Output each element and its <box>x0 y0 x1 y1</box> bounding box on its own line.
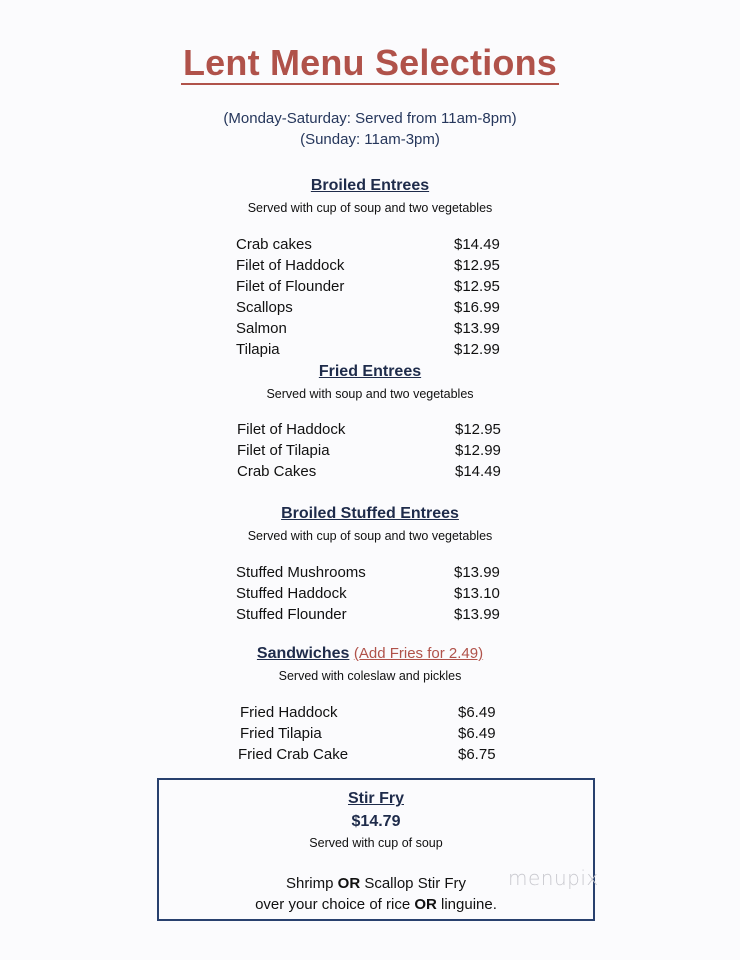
hours-weekday: (Monday-Saturday: Served from 11am-8pm) <box>223 110 517 127</box>
item-name: Fried Haddock <box>240 704 338 721</box>
fried-heading: Fried Entrees <box>318 363 422 380</box>
hours-sunday: (Sunday: 11am-3pm) <box>300 131 440 148</box>
item-name: Stuffed Haddock <box>236 585 347 602</box>
item-price: $6.49 <box>458 725 496 742</box>
menu-item <box>238 744 530 765</box>
item-price: $6.49 <box>458 704 496 721</box>
sandwiches-heading: Sandwiches (Add Fries for 2.49) <box>256 645 484 662</box>
item-price: $13.99 <box>454 320 500 337</box>
item-price: $13.10 <box>454 585 500 602</box>
menu-item <box>236 318 526 339</box>
item-name: Crab cakes <box>236 236 312 253</box>
menu-item <box>237 461 527 482</box>
menu-item <box>240 702 530 723</box>
item-price: $13.99 <box>454 606 500 623</box>
item-name: Fried Crab Cake <box>238 746 349 763</box>
item-price: $6.75 <box>458 746 496 763</box>
item-price: $12.95 <box>454 257 500 274</box>
item-name: Scallops <box>236 299 293 316</box>
menu-item <box>237 440 527 461</box>
menu-item <box>236 276 526 297</box>
stir-fry-box <box>157 778 595 921</box>
item-name: Stuffed Flounder <box>236 606 347 623</box>
menu-item <box>236 562 526 583</box>
item-price: $12.95 <box>455 421 501 438</box>
watermark-logo: menupix <box>508 866 599 890</box>
menu-item <box>240 723 530 744</box>
item-name: Fried Tilapia <box>240 725 322 742</box>
item-price: $12.99 <box>454 341 500 358</box>
stuffed-subtitle: Served with cup of soup and two vegetables <box>247 529 493 543</box>
item-name: Tilapia <box>236 341 280 358</box>
item-name: Filet of Tilapia <box>237 442 330 459</box>
item-name: Filet of Flounder <box>236 278 345 295</box>
broiled-heading: Broiled Entrees <box>310 177 430 194</box>
sandwiches-subtitle: Served with coleslaw and pickles <box>278 669 462 683</box>
menu-item <box>236 339 526 360</box>
stuffed-heading: Broiled Stuffed Entrees <box>281 505 459 522</box>
menu-item <box>236 255 526 276</box>
item-price: $14.49 <box>455 463 501 480</box>
menu-item <box>236 583 526 604</box>
fries-addon: (Add Fries for 2.49) <box>353 645 484 662</box>
item-name: Salmon <box>236 320 287 337</box>
item-name: Filet of Haddock <box>236 257 345 274</box>
stir-fry-desc-line2: over your choice of rice OR linguine. <box>255 896 497 913</box>
item-price: $16.99 <box>454 299 500 316</box>
menu-item <box>236 234 526 255</box>
item-name: Filet of Haddock <box>237 421 346 438</box>
item-name: Crab Cakes <box>237 463 317 480</box>
broiled-subtitle: Served with cup of soup and two vegetables <box>247 201 493 215</box>
item-price: $14.49 <box>454 236 500 253</box>
item-price: $12.99 <box>455 442 501 459</box>
item-price: $13.99 <box>454 564 500 581</box>
menu-item <box>236 604 526 625</box>
page-title: Lent Menu Selections <box>182 42 558 83</box>
stir-fry-price: $14.79 <box>351 813 401 830</box>
fried-subtitle: Served with soup and two vegetables <box>266 387 474 401</box>
stir-fry-desc-line1: Shrimp OR Scallop Stir Fry <box>285 875 467 892</box>
menu-item <box>237 419 527 440</box>
stir-fry-heading: Stir Fry <box>347 790 404 807</box>
menu-item <box>236 297 526 318</box>
item-name: Stuffed Mushrooms <box>236 564 366 581</box>
item-price: $12.95 <box>454 278 500 295</box>
stir-fry-subtitle: Served with cup of soup <box>309 836 443 850</box>
